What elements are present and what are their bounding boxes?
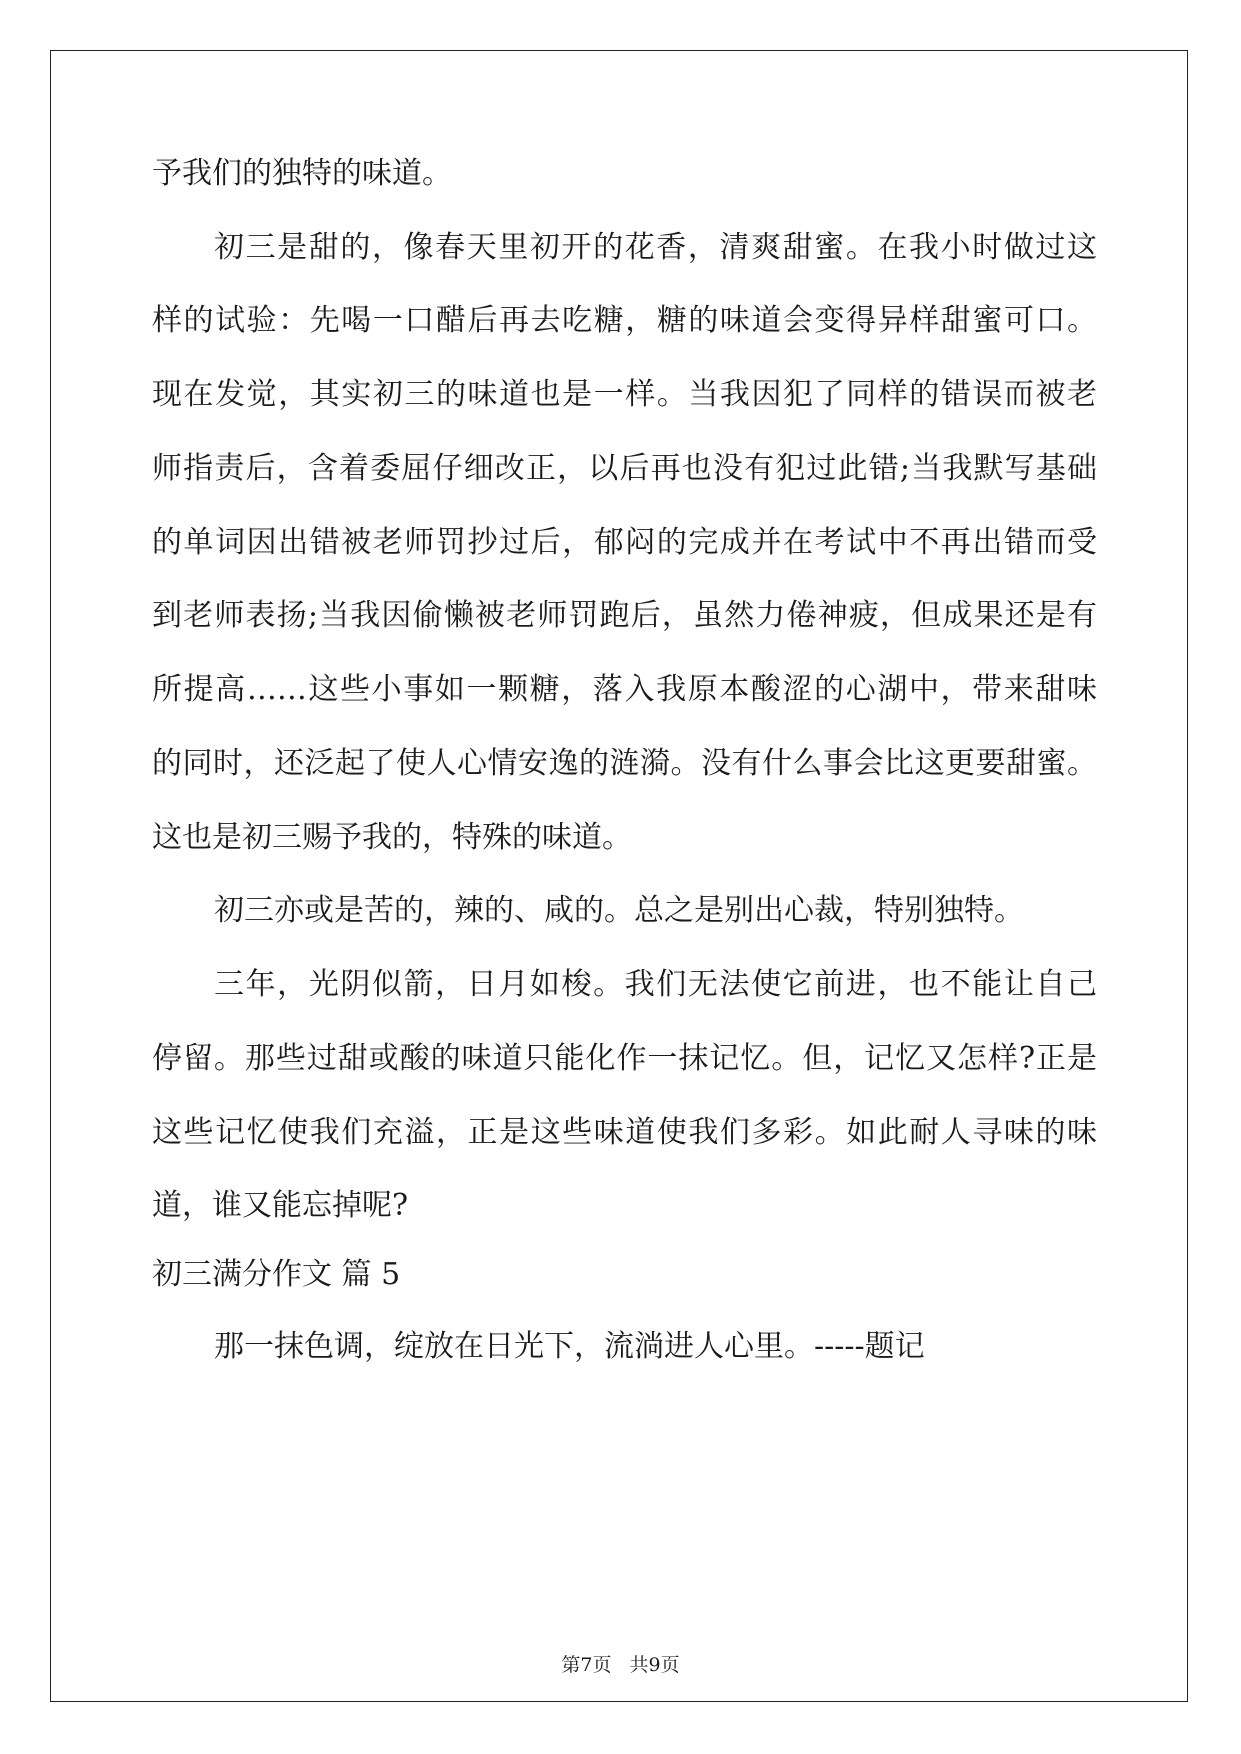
page-total: 共9页 [629, 1654, 680, 1676]
paragraph-line: 予我们的独特的味道。 [152, 156, 452, 191]
paragraph-line: 这些记忆使我们充溢，正是这些味道使我们多彩。如此耐人寻味的味 [152, 1115, 1097, 1150]
paragraph-line: 所提高……这些小事如一颗糖，落入我原本酸涩的心湖中，带来甜味 [152, 672, 1097, 707]
paragraph-line: 停留。那些过甜或酸的味道只能化作一抹记忆。但，记忆又怎样?正是 [152, 1041, 1097, 1076]
page-number: 第7页 [561, 1654, 612, 1676]
paragraph-line: 师指责后，含着委屈仔细改正，以后再也没有犯过此错;当我默写基础 [152, 451, 1097, 486]
paragraph-line: 的同时，还泛起了使人心情安逸的涟漪。没有什么事会比这更要甜蜜。 [152, 746, 1097, 781]
page-border [50, 50, 1188, 1702]
paragraph-line: 初三亦或是苦的，辣的、咸的。总之是别出心裁，特别独特。 [214, 893, 1024, 928]
section-heading: 初三满分作文 篇 5 [152, 1257, 401, 1292]
paragraph-line: 初三是甜的，像春天里初开的花香，清爽甜蜜。在我小时做过这 [214, 230, 1097, 265]
paragraph-line: 三年，光阴似箭，日月如梭。我们无法使它前进，也不能让自己 [214, 967, 1097, 1002]
paragraph-line: 样的试验：先喝一口醋后再去吃糖，糖的味道会变得异样甜蜜可口。 [152, 303, 1097, 338]
paragraph-line: 那一抹色调，绽放在日光下，流淌进人心里。-----题记 [214, 1329, 925, 1364]
paragraph-line: 现在发觉，其实初三的味道也是一样。当我因犯了同样的错误而被老 [152, 377, 1097, 412]
paragraph-line: 到老师表扬;当我因偷懒被老师罚跑后，虽然力倦神疲，但成果还是有 [152, 598, 1097, 633]
paragraph-line: 的单词因出错被老师罚抄过后，郁闷的完成并在考试中不再出错而受 [152, 525, 1097, 560]
page-footer [0, 1650, 1241, 1677]
paragraph-line: 道，谁又能忘掉呢? [152, 1188, 409, 1223]
paragraph-line: 这也是初三赐予我的，特殊的味道。 [152, 820, 632, 855]
